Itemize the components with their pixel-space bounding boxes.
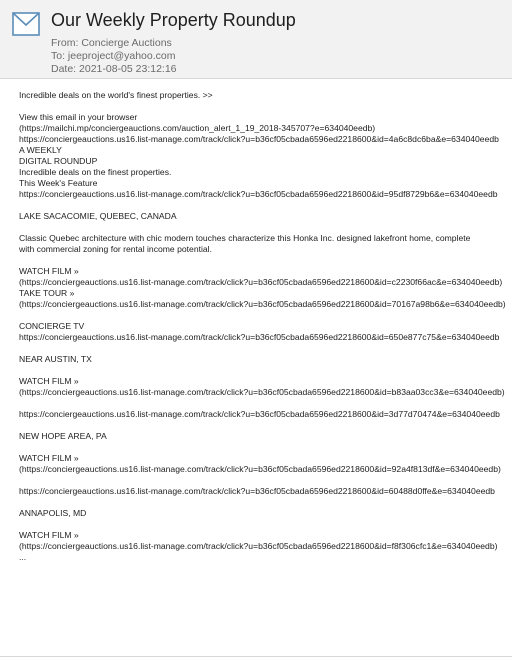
body-link[interactable]: https://conciergeauctions.us16.list-manage.com/track/click?u=b36cf05cbada6596ed2218600&id=4a6c8dc6ba&e=634040eedb	[19, 134, 499, 144]
paragraph-gap	[19, 519, 512, 530]
email-subject: Our Weekly Property Roundup	[51, 10, 296, 30]
body-link[interactable]: (https://conciergeauctions.us16.list-manage.com/track/click?u=b36cf05cbada6596ed2218600&id=70167a98b6&e=634040eedb)	[19, 299, 506, 309]
paragraph-gap	[19, 497, 512, 508]
body-text-line: CONCIERGE TV	[19, 321, 85, 331]
body-text-line: Classic Quebec architecture with chic modern touches characterize this Honka Inc. designed lakefront home, complete	[19, 233, 471, 243]
body-text-line: with commercial zoning for rental income potential.	[19, 244, 212, 254]
email-from: From: Concierge Auctions	[51, 37, 172, 49]
body-text-line: Incredible deals on the world's finest properties. >>	[19, 90, 213, 100]
body-link[interactable]: (https://mailchi.mp/conciergeauctions.com/auction_alert_1_19_2018-345707?e=634040eedb)	[19, 123, 376, 133]
body-link[interactable]: (https://conciergeauctions.us16.list-manage.com/track/click?u=b36cf05cbada6596ed2218600&id=f8f306cfc1&e=634040eedb)	[19, 541, 498, 551]
paragraph-gap	[19, 222, 512, 233]
body-text-line: DIGITAL ROUNDUP	[19, 156, 98, 166]
paragraph-gap	[19, 200, 512, 211]
paragraph-gap	[19, 475, 512, 486]
body-link[interactable]: (https://conciergeauctions.us16.list-manage.com/track/click?u=b36cf05cbada6596ed2218600&id=c2230f66ac&e=634040eedb)	[19, 277, 503, 287]
body-text-line: NEW HOPE AREA, PA	[19, 431, 107, 441]
email-date: Date: 2021-08-05 23:12:16	[51, 63, 177, 75]
paragraph-gap	[19, 365, 512, 376]
paragraph-gap	[19, 420, 512, 431]
paragraph-gap	[19, 442, 512, 453]
email-to: To: jeeproject@yahoo.com	[51, 50, 176, 62]
body-text-line: View this email in your browser	[19, 112, 138, 122]
envelope-icon	[12, 12, 40, 36]
body-link[interactable]: https://conciergeauctions.us16.list-manage.com/track/click?u=b36cf05cbada6596ed2218600&id=95df8729b6&e=634040eedb	[19, 189, 498, 199]
body-text-line: LAKE SACACOMIE, QUEBEC, CANADA	[19, 211, 177, 221]
body-text-line: WATCH FILM »	[19, 376, 79, 386]
body-text-line: A WEEKLY	[19, 145, 62, 155]
bottom-divider	[0, 656, 512, 657]
body-link[interactable]: https://conciergeauctions.us16.list-manage.com/track/click?u=b36cf05cbada6596ed2218600&id=3d77d70474&e=634040eedb	[19, 409, 500, 419]
email-body	[19, 90, 512, 650]
body-text-line: TAKE TOUR »	[19, 288, 75, 298]
body-text-line: ANNAPOLIS, MD	[19, 508, 87, 518]
body-link[interactable]: https://conciergeauctions.us16.list-manage.com/track/click?u=b36cf05cbada6596ed2218600&id=650e877c75&e=634040eedb	[19, 332, 500, 342]
body-link[interactable]: https://conciergeauctions.us16.list-manage.com/track/click?u=b36cf05cbada6596ed2218600&id=60488d0ffe&e=634040eedb	[19, 486, 495, 496]
body-text-line: Incredible deals on the finest properties.	[19, 167, 172, 177]
body-text-line: NEAR AUSTIN, TX	[19, 354, 92, 364]
body-text-line: WATCH FILM »	[19, 266, 79, 276]
body-text-line: This Week's Feature	[19, 178, 98, 188]
body-text-line: WATCH FILM »	[19, 530, 79, 540]
body-text-line: ...	[19, 552, 27, 562]
paragraph-gap	[19, 343, 512, 354]
body-link[interactable]: (https://conciergeauctions.us16.list-manage.com/track/click?u=b36cf05cbada6596ed2218600&id=92a4f813df&e=634040eedb)	[19, 464, 501, 474]
paragraph-gap	[19, 255, 512, 266]
body-link[interactable]: (https://conciergeauctions.us16.list-manage.com/track/click?u=b36cf05cbada6596ed2218600&id=b83aa03cc3&e=634040eedb)	[19, 387, 505, 397]
paragraph-gap	[19, 101, 512, 112]
email-header	[0, 0, 512, 79]
paragraph-gap	[19, 398, 512, 409]
body-text-line: WATCH FILM »	[19, 453, 79, 463]
paragraph-gap	[19, 310, 512, 321]
